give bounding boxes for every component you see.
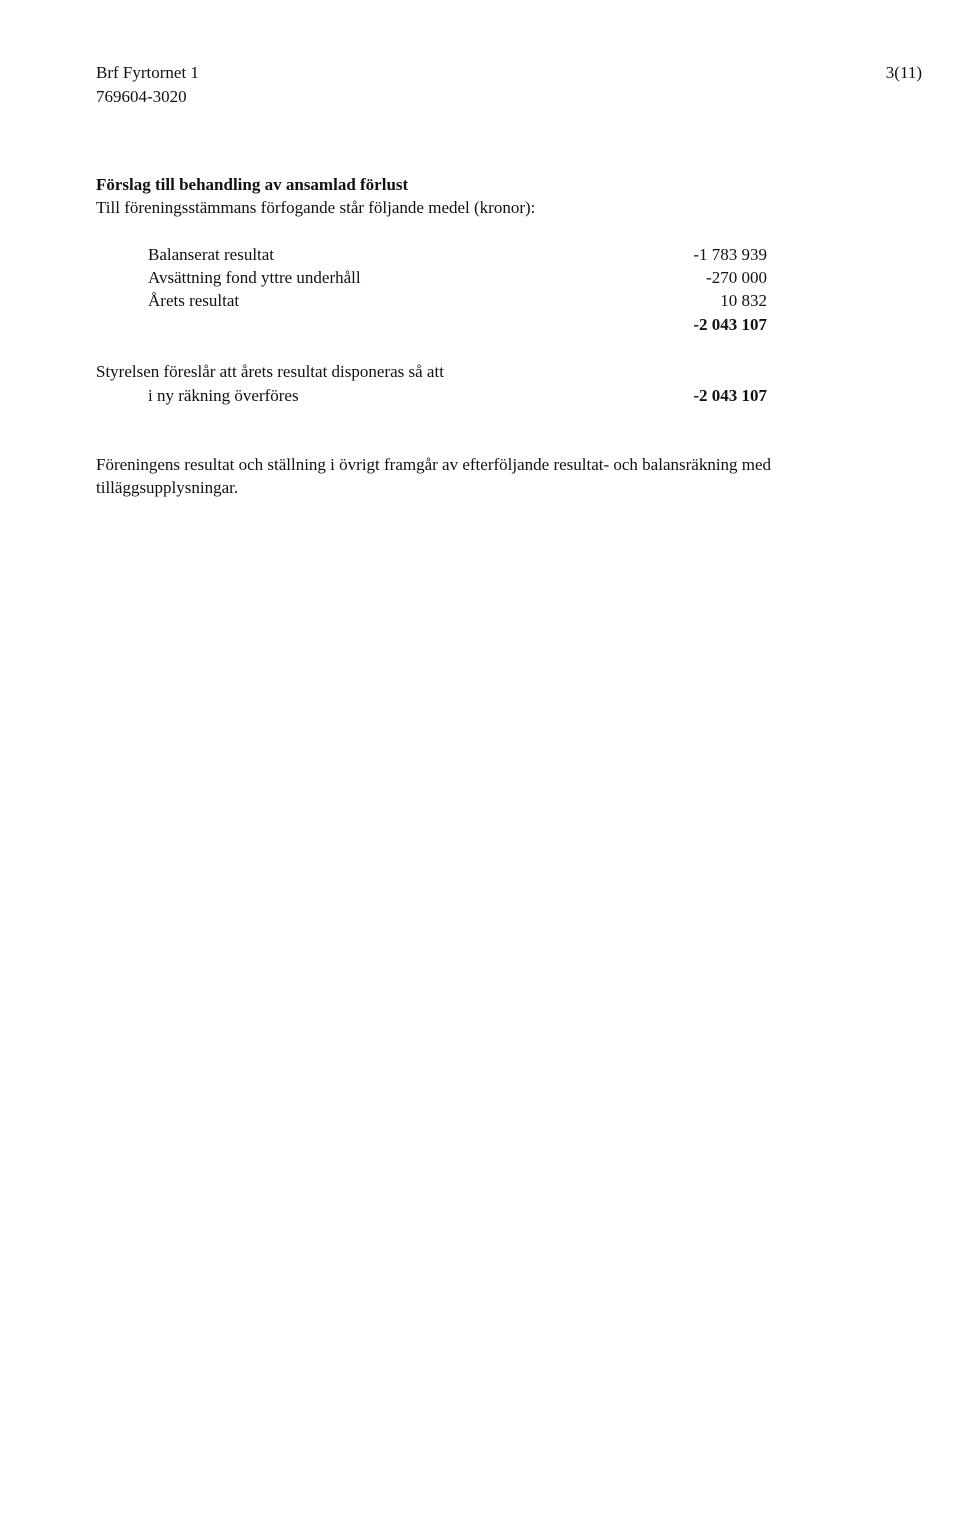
page-number: 3(11) [885,63,922,82]
proposal-text-line1: Styrelsen föreslår att årets resultat disponeras så att [96,362,444,381]
section-title: Förslag till behandling av ansamlad förlust [96,175,409,194]
closing-paragraph: Föreningens resultat och ställning i övrigt framgår av efterföljande resultat- och balansräkning med tilläggsupplysningar. [96,455,772,497]
row-label-arets-resultat: Årets resultat [148,291,240,310]
row-label-avsattning: Avsättning fond yttre underhåll [148,268,361,287]
row-value-avsattning: -270 000 [706,268,767,287]
row-value-arets-resultat: 10 832 [720,291,767,310]
section-intro: Till föreningsstämmans förfogande står följande medel (kronor): [96,198,536,217]
proposal-value: -2 043 107 [693,386,767,405]
organization-name: Brf Fyrtornet 1 [96,63,199,82]
row-value-total: -2 043 107 [693,315,767,334]
row-label-balanserat: Balanserat resultat [148,245,275,264]
organization-number: 769604-3020 [96,87,187,106]
proposal-text-line2: i ny räkning överföres [148,386,299,405]
row-value-balanserat: -1 783 939 [693,245,767,264]
